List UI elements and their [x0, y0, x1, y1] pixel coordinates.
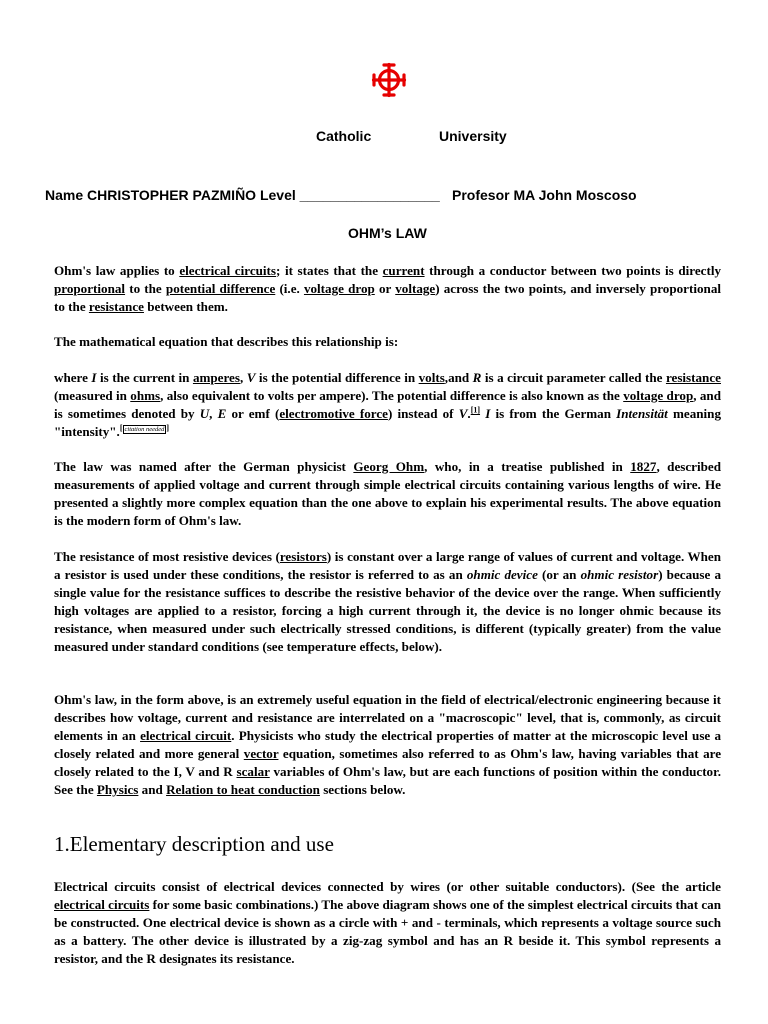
link-proportional[interactable]: proportional [54, 281, 126, 296]
link-electrical-circuits-2[interactable]: electrical circuits [54, 897, 150, 912]
paragraph-history: The law was named after the German physicist Georg Ohm, who, in a treatise published in 1827, described measurements of applied voltage and current through simple electrical circuits containing various lengths of wire. He presented a slightly more complex equation than the one above to explain his experimental results. The above equation is the modern form of Ohm's law. [54, 459, 721, 528]
link-voltage-drop[interactable]: voltage drop [303, 281, 375, 296]
citation-needed-link[interactable]: citation needed [124, 425, 165, 433]
cross-logo-icon [371, 62, 407, 98]
paragraph-equation-intro: The mathematical equation that describes this relationship is: [54, 334, 399, 349]
paragraph-usefulness: Ohm's law, in the form above, is an extremely useful equation in the field of electrical/electronic engineering because it describes how voltage, current and resistance are interrelated on a "macroscopic" level, that is, commonly, as circuit elements in an electrical circuit. Physicists who study the electrical properties of matter at the microscopic level use a closely related and more general vector equation, sometimes also referred to as Ohm's law, having variables that are closely related to the I, V and R scalar variables of Ohm's law, but are each functions of position within the conductor. See the Physics and Relation to heat conduction sections below. [54, 692, 722, 797]
link-electromotive-force[interactable]: electromotive force [279, 406, 388, 421]
link-relation-heat-conduction[interactable]: Relation to heat conduction [166, 782, 320, 797]
professor-name: Profesor MA John Moscoso [452, 187, 637, 203]
paragraph-intro: Ohm's law applies to electrical circuits; it states that the current through a conductor between two points is directly proportional to the potential difference (i.e. voltage drop or voltage) across the two points, and inversely proportional to the resistance between them. [54, 263, 722, 314]
link-vector[interactable]: vector [243, 746, 279, 761]
page-title: OHM’s LAW [348, 225, 427, 241]
link-resistors[interactable]: resistors [279, 549, 327, 564]
section-heading-elementary: 1.Elementary description and use [54, 832, 334, 856]
paragraph-variables: where I is the current in amperes, V is the potential difference in volts,and R is a circuit parameter called the resistance (measured in ohms, also equivalent to volts per ampere). The potential difference is also known as the voltage drop, and is sometimes denoted by U, E or emf (electromotive force) instead of V.[1] I is from the German Intensität meaning "intensity".[ $^{citation needed}$ ] [54, 370, 721, 439]
link-physics[interactable]: Physics [96, 782, 139, 797]
link-potential-difference[interactable]: potential difference [165, 281, 276, 296]
link-electrical-circuit[interactable]: electrical circuit [140, 728, 232, 743]
link-scalar[interactable]: scalar [236, 764, 270, 779]
paragraph-resistors: The resistance of most resistive devices (resistors) is constant over a large range of values of current and voltage. When a resistor is used under these conditions, the resistor is referred to as an ohmic device (or an ohmic resistor) because a single value for the resistance suffices to describe the resistive behavior of the device over the range. When sufficiently high voltages are applied to a resistor, forcing a high current through it, the device is no longer ohmic because its resistance, when measured under such electrically stressed conditions, is different (typically greater) from the value measured under standard conditions (see temperature effects, below). [54, 549, 721, 654]
link-voltage[interactable]: voltage [395, 281, 436, 296]
link-1827[interactable]: 1827 [630, 459, 657, 474]
footnote-1-link[interactable]: [1] [470, 405, 481, 415]
link-resistance-2[interactable]: resistance [665, 370, 721, 385]
link-electrical-circuits[interactable]: electrical circuits [179, 263, 277, 278]
link-amperes[interactable]: amperes [192, 370, 240, 385]
link-current[interactable]: current [382, 263, 425, 278]
link-voltage-drop-2[interactable]: voltage drop [623, 388, 694, 403]
link-resistance[interactable]: resistance [88, 299, 144, 314]
link-georg-ohm[interactable]: Georg Ohm [353, 459, 425, 474]
institution-catholic: Catholic [316, 128, 372, 144]
paragraph-circuits: Electrical circuits consist of electrical devices connected by wires (or other suitable conductors). (See the article electrical circuits for some basic combinations.) The above diagram shows one of the simplest electrical circuits that can be constructed. One electrical device is shown as a circle with + and - terminals, which represents a voltage source such as a battery. The other device is illustrated by a zig-zag symbol and has an R beside it. This symbol represents a resistor, and the R designates its resistance. [54, 879, 721, 966]
link-volts[interactable]: volts [418, 370, 445, 385]
institution-university: University [439, 128, 507, 144]
link-ohms[interactable]: ohms [130, 388, 161, 403]
student-name-line: Name CHRISTOPHER PAZMIÑO Level __________________ [45, 187, 440, 203]
